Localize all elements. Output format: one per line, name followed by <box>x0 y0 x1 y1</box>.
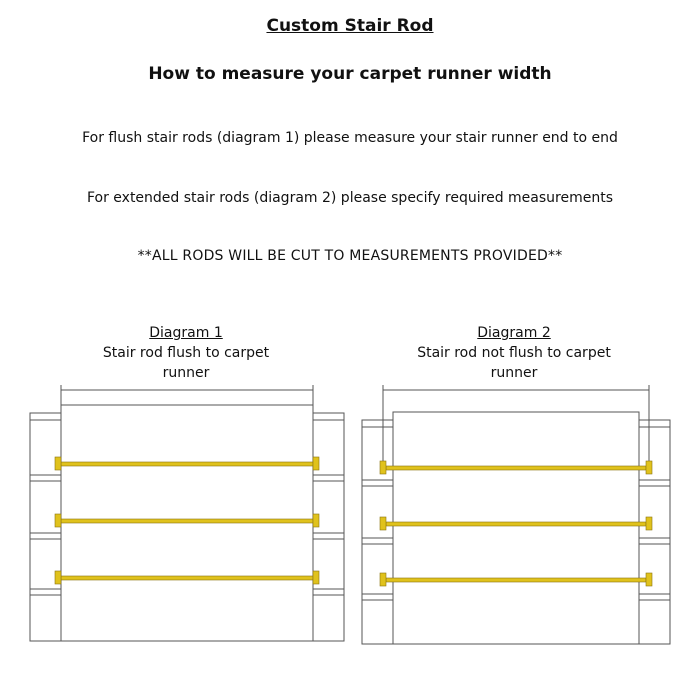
diagram-2-description-line2: runner <box>490 365 538 381</box>
rod-bracket <box>646 461 652 474</box>
stair-rod <box>386 466 646 470</box>
rod-bracket <box>313 457 319 470</box>
rod-bracket <box>55 514 61 527</box>
rod-bracket <box>646 573 652 586</box>
rod-bracket <box>380 461 386 474</box>
diagram-1-drawing <box>30 385 344 641</box>
diagram-2-heading: Diagram 2 <box>477 325 551 341</box>
page-subtitle: How to measure your carpet runner width <box>148 64 552 84</box>
diagram-1-description-line2: runner <box>162 365 210 381</box>
diagram-1-description-line1: Stair rod flush to carpet <box>102 345 270 361</box>
stair-rod <box>61 462 313 466</box>
rod-bracket <box>55 457 61 470</box>
rod-bracket <box>380 573 386 586</box>
rod-bracket <box>313 571 319 584</box>
cut-to-measurement-warning: **ALL RODS WILL BE CUT TO MEASUREMENTS PROVIDED** <box>137 248 563 264</box>
stair-rod <box>61 519 313 523</box>
stair-rod <box>386 578 646 582</box>
page-title: Custom Stair Rod <box>266 16 434 36</box>
stair-rod <box>386 522 646 526</box>
extended-rod-instruction: For extended stair rods (diagram 2) please specify required measurements <box>86 190 614 206</box>
carpet-runner <box>393 412 639 644</box>
rod-bracket <box>646 517 652 530</box>
stair-rod <box>61 576 313 580</box>
rod-bracket <box>313 514 319 527</box>
diagram-1-heading: Diagram 1 <box>149 325 223 341</box>
flush-rod-instruction: For flush stair rods (diagram 1) please measure your stair runner end to end <box>82 130 618 146</box>
rod-bracket <box>380 517 386 530</box>
diagram-2-drawing <box>362 385 670 644</box>
rod-bracket <box>55 571 61 584</box>
diagram-2-description-line1: Stair rod not flush to carpet <box>417 345 611 361</box>
